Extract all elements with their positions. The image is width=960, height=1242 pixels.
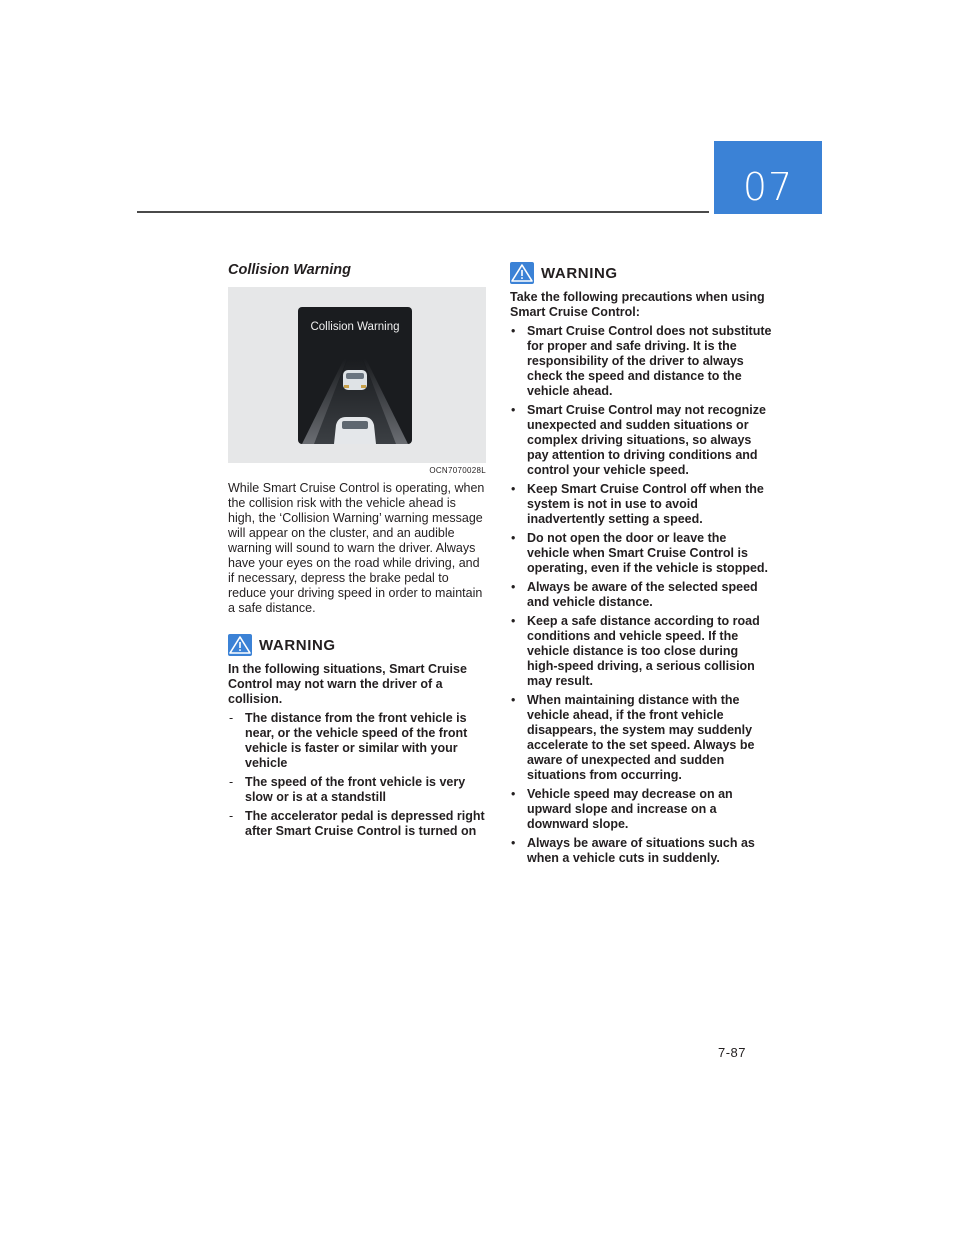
road-cars-graphic	[298, 307, 412, 444]
section-title: Collision Warning	[228, 262, 351, 278]
list-item: • Always be aware of situations such as when a vehicle cuts in suddenly.	[511, 836, 755, 865]
list-item: • Keep a safe distance according to road conditions and vehicle speed. If the vehicle distance is too close during high-speed driving, a serious collision may result.	[511, 614, 760, 688]
cluster-display	[298, 307, 412, 444]
list-item: • Smart Cruise Control may not recognize unexpected and sudden situations or complex driving situations, so always pay attention to driving conditions and control your vehicle speed.	[511, 403, 766, 477]
left-column	[228, 262, 486, 843]
own-car-icon	[334, 417, 376, 444]
front-car-icon	[343, 370, 367, 390]
warning-intro: Take the following precautions when using Smart Cruise Control:	[510, 290, 765, 319]
chapter-tab	[714, 141, 822, 214]
warning-heading	[510, 262, 772, 284]
warning-heading	[228, 634, 486, 656]
list-item: - The distance from the front vehicle is near, or the vehicle speed of the front vehicle is faster or similar with your vehicle	[229, 711, 468, 770]
cluster-message: Collision Warning	[310, 321, 400, 333]
warning-list	[510, 324, 772, 866]
warning-label: WARNING	[541, 264, 618, 282]
chapter-number: 07	[742, 165, 794, 209]
list-item: • Keep Smart Cruise Control off when the system is not in use to avoid inadvertently setting a speed.	[511, 482, 764, 526]
list-item: • Smart Cruise Control does not substitute for proper and safe driving. It is the responsibility of the driver to always check the speed and distance to the vehicle ahead.	[511, 324, 772, 398]
list-item: • Vehicle speed may decrease on an upward slope and increase on a downward slope.	[511, 787, 733, 831]
warning-label: WARNING	[259, 636, 336, 654]
header-rule	[137, 211, 709, 213]
cluster-figure	[228, 287, 486, 463]
warning-triangle-icon	[228, 634, 252, 656]
warning-triangle-icon	[510, 262, 534, 284]
list-item: • Always be aware of the selected speed and vehicle distance.	[511, 580, 758, 609]
list-item: - The speed of the front vehicle is very slow or is at a standstill	[229, 775, 466, 804]
list-item: - The accelerator pedal is depressed right after Smart Cruise Control is turned on	[229, 809, 485, 838]
list-item: • When maintaining distance with the vehicle ahead, if the front vehicle disappears, the system may suddenly accelerate to the set speed. Always be aware of unexpected and sudden situations from occurring.	[511, 693, 755, 782]
warning-intro: In the following situations, Smart Cruise Control may not warn the driver of a collision.	[228, 662, 467, 706]
body-paragraph: While Smart Cruise Control is operating, when the collision risk with the vehicle ahead is high, the ‘Collision Warning’ warning message will appear on the cluster, and an audible warning will sound to warn the driver. Always have your eyes on the road while driving, and if necessary, depress the brake pedal to reduce your driving speed in order to maintain a safe distance.	[228, 481, 485, 615]
warning-list	[228, 711, 486, 839]
list-item: • Do not open the door or leave the vehicle when Smart Cruise Control is operating, even if the vehicle is stopped.	[511, 531, 769, 575]
figure-code: OCN7070028L	[429, 466, 486, 475]
right-column	[510, 262, 772, 870]
page-number: 7-87	[718, 1045, 747, 1060]
